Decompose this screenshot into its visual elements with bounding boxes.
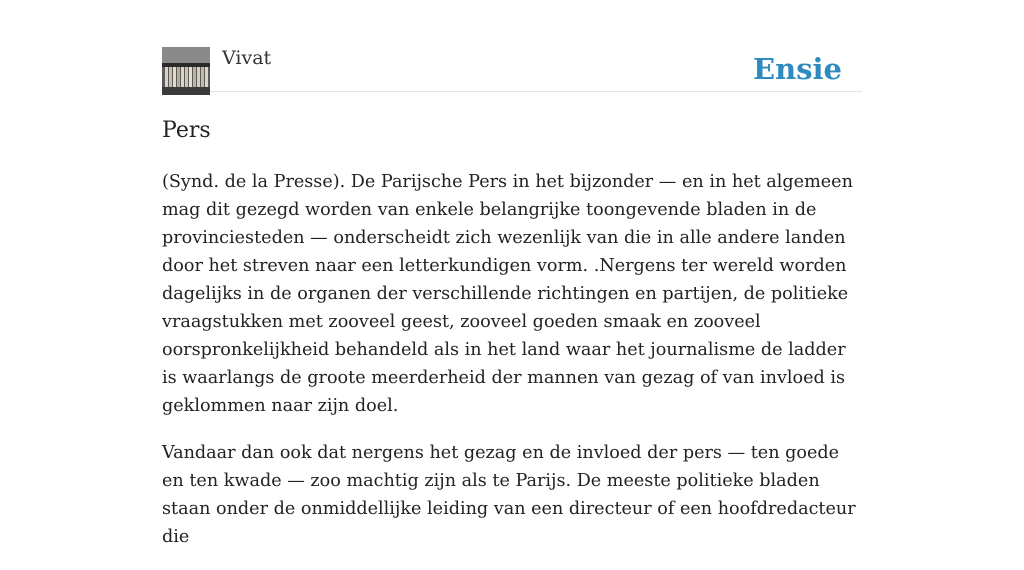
bookshelf-avatar-icon (162, 47, 210, 95)
article-body (162, 168, 862, 570)
ensie-logo-link[interactable]: Ensie (753, 52, 842, 86)
header (162, 0, 862, 92)
paragraph: Vandaar dan ook dat nergens het gezag en de invloed der pers — ten goede en ten kwade — zoo machtig zijn als te Parijs. De meeste politieke bladen staan onder de onmiddellijke leiding van een directeur of een hoofdredacteur die (162, 443, 856, 547)
paragraph: (Synd. de la Presse). De Parijsche Pers in het bijzonder — en in het algemeen mag dit gezegd worden van enkele belangrijke toongevende bladen in de provinciesteden — onderscheidt zich wezenlijk van die in alle andere landen door het streven naar een letterkundigen vorm. .Nergens ter wereld worden dagelijks in de organen der verschillende richtingen en partijen, de politieke vraagstukken met zooveel geest, zooveel goeden smaak en zooveel oorspronkelijkheid behandeld als in het land waar het journalisme de ladder is waarlangs de groote meerderheid der mannen van gezag of van invloed is geklommen naar zijn doel. (162, 172, 853, 416)
author-avatar[interactable] (162, 47, 210, 95)
author-name[interactable]: Vivat (222, 47, 272, 69)
article-title: Pers (162, 118, 211, 143)
content-container (162, 0, 862, 547)
